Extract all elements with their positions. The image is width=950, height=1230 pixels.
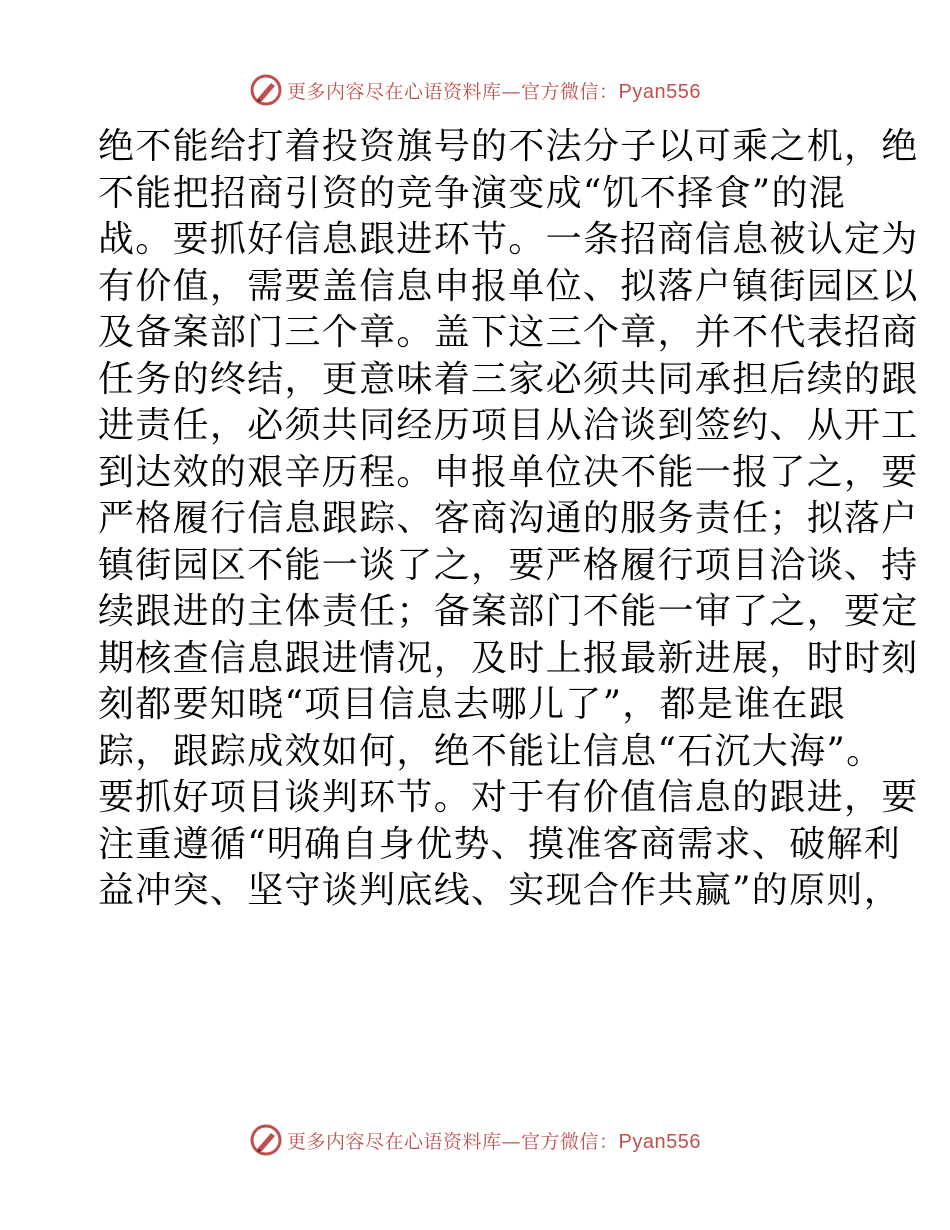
header-dash: — xyxy=(501,80,522,103)
footer-wechat-id: Pyan556 xyxy=(618,1130,701,1153)
header-wechat-id: Pyan556 xyxy=(618,80,701,103)
text-line-9: 严格履行信息跟踪、客商沟通的服务责任；拟落户 xyxy=(98,498,919,539)
text-line-8: 到达效的艰辛历程。申报单位决不能一报了之，要 xyxy=(98,451,919,493)
footer-text xyxy=(287,1127,701,1154)
pen-logo-icon xyxy=(249,1123,283,1157)
footer-dash: — xyxy=(501,1130,522,1153)
header-banner xyxy=(0,70,950,110)
text-line-6: 任务的终结，更意味着三家必须共同承担后续的跟 xyxy=(98,358,919,400)
header-text xyxy=(287,77,701,104)
footer-slogan: 更多内容尽在心语资料库 xyxy=(287,1130,502,1153)
footer-banner xyxy=(0,1120,950,1160)
text-line-14: 踪，跟踪成效如何，绝不能让信息“石沉大海”。 xyxy=(98,730,884,772)
text-line-2: 不能把招商引资的竞争演变成“饥不择食”的混 xyxy=(98,172,847,214)
text-line-7: 进责任，必须共同经历项目从洽谈到签约、从开工 xyxy=(98,405,919,446)
text-line-3: 战。要抓好信息跟进环节。一条招商信息被认定为 xyxy=(98,219,919,260)
text-line-5: 及备案部门三个章。盖下这三个章，并不代表招商 xyxy=(98,312,919,353)
text-line-10: 镇街园区不能一谈了之，要严格履行项目洽谈、持 xyxy=(98,544,919,586)
header-slogan: 更多内容尽在心语资料库 xyxy=(287,80,502,103)
text-line-15: 要抓好项目谈判环节。对于有价值信息的跟进，要 xyxy=(98,777,919,818)
footer-wechat-label: 官方微信： xyxy=(521,1130,619,1153)
text-line-17: 益冲突、坚守谈判底线、实现合作共赢”的原则， xyxy=(98,870,902,911)
text-line-11: 续跟进的主体责任；备案部门不能一审了之，要定 xyxy=(98,591,919,632)
header-wechat-label: 官方微信： xyxy=(521,80,619,103)
text-line-16: 注重遵循“明确自身优势、摸准客商需求、破解利 xyxy=(98,823,902,865)
text-line-12: 期核查信息跟进情况，及时上报最新进展，时时刻 xyxy=(98,637,919,679)
text-line-13: 刻都要知晓“项目信息去哪儿了”，都是谁在跟 xyxy=(98,684,847,725)
document-body xyxy=(98,124,919,915)
text-line-1: 绝不能给打着投资旗号的不法分子以可乘之机，绝 xyxy=(98,126,919,167)
text-line-4: 有价值，需要盖信息申报单位、拟落户镇街园区以 xyxy=(98,265,919,307)
pen-logo-icon xyxy=(249,73,283,107)
